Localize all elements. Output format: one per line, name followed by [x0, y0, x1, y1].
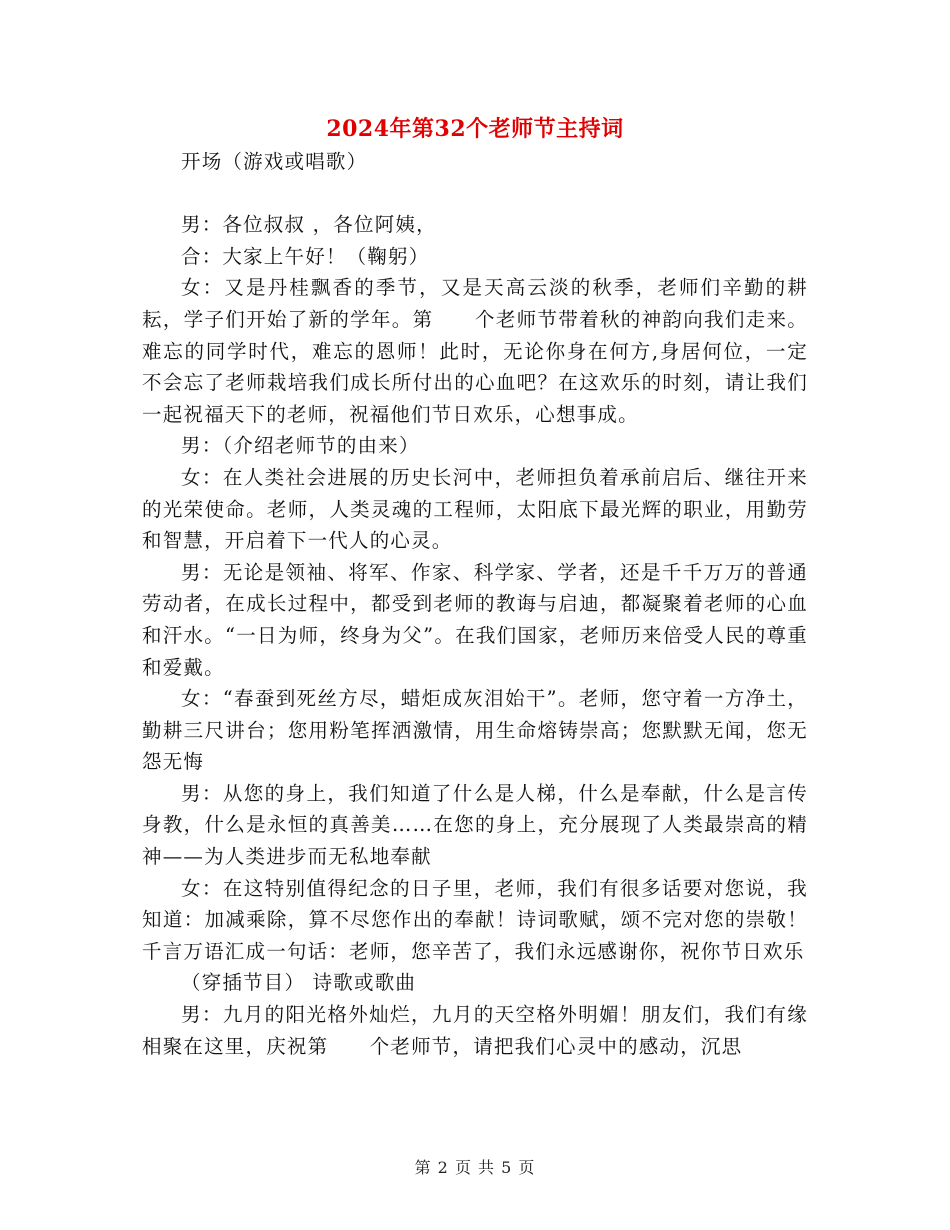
paragraph-greeting-together: 合：大家上午好！（鞠躬）: [181, 244, 430, 268]
document-body: [142, 146, 808, 1062]
paragraph-male-2: 男：无论是领袖、将军、作家、科学家、学者，还是千千万万的普通劳动者，在成长过程中，都受到老师的教诲与启迪，都凝聚着老师的心血和汗水。“一日为师，终身为父”。在我们国家，老师历来倍受人民的尊重和爱戴。: [142, 560, 808, 679]
document-title: 2024年第32个老师节主持词: [326, 116, 624, 142]
paragraph-male-1: 男：（介绍老师节的由来）: [181, 434, 420, 458]
paragraph-male-4: 男：九月的阳光格外灿烂，九月的天空格外明媚！朋友们，我们有缘相聚在这里，庆祝第 个老师节，请把我们心灵中的感动，沉思: [142, 1003, 808, 1058]
page-footer: 第 2 页 共 5 页: [414, 1158, 536, 1177]
paragraph-female-4: 女：在这特别值得纪念的日子里，老师，我们有很多话要对您说，我知道：加减乘除，算不尽您作出的奉献！诗词歌赋，颂不完对您的崇敬！千言万语汇成一句话：老师，您辛苦了，我们永远感谢你，祝你节日欢乐: [142, 876, 808, 963]
paragraph-opening: 开场（游戏或唱歌）: [181, 150, 368, 173]
paragraph-interlude: （穿插节目） 诗歌或歌曲: [181, 971, 417, 995]
paragraph-male-3: 男：从您的身上，我们知道了什么是人梯，什么是奉献，什么是言传身教，什么是永恒的真善美……在您的身上，充分展现了人类最崇高的精神——为人类进步而无私地奉献: [142, 781, 808, 869]
paragraph-female-1: 女：又是丹桂飘香的季节，又是天高云淡的秋季，老师们辛勤的耕耘，学子们开始了新的学年。第 个老师节带着秋的神韵向我们走来。难忘的同学时代，难忘的恩师！此时，无论你身在何方,身居何位，一定不会忘了老师栽培我们成长所付出的心血吧？在这欢乐的时刻，请让我们一起祝福天下的老师，祝福他们节日欢乐，心想事成。: [142, 276, 808, 426]
blank-line: [142, 178, 808, 210]
paragraph-female-3: 女：“春蚕到死丝方尽，蜡炬成灰泪始干”。老师，您守着一方净土，勤耕三尺讲台；您用粉笔挥洒激情，用生命熔铸崇高；您默默无闻，您无怨无悔: [142, 687, 808, 774]
paragraph-female-2: 女：在人类社会进展的历史长河中，老师担负着承前启后、继往开来的光荣使命。老师，人类灵魂的工程师，太阳底下最光辉的职业，用勤劳和智慧，开启着下一代人的心灵。: [142, 465, 808, 553]
paragraph-greeting-male: 男：各位叔叔 ，各位阿姨，: [181, 213, 437, 237]
